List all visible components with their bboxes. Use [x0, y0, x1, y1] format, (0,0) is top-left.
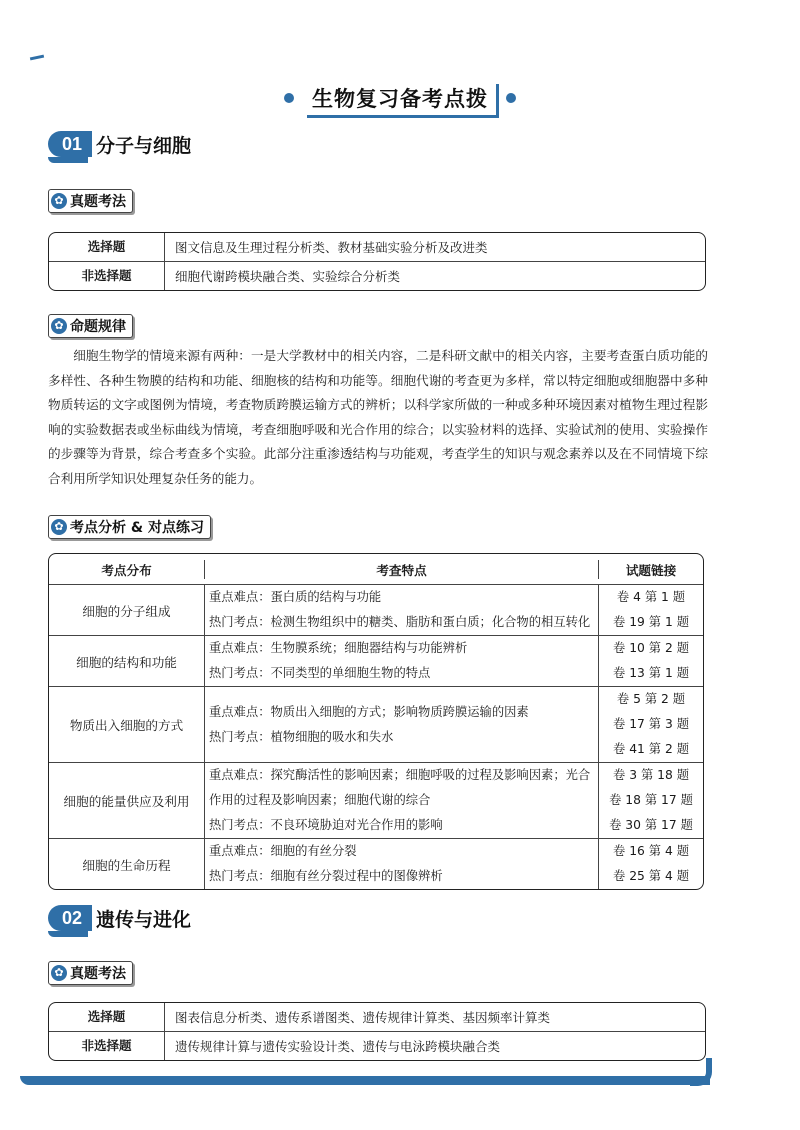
type-label: 选择题 — [49, 233, 165, 261]
question-link: 卷 19 第 1 题 — [613, 615, 689, 629]
feature-line: 重点难点：细胞的有丝分裂 — [209, 844, 357, 858]
question-type-table-02 — [48, 1002, 706, 1061]
feature-cell — [205, 585, 599, 635]
feature-line: 重点难点：生物膜系统；细胞器结构与功能辨析 — [209, 641, 468, 655]
table-header-row — [49, 554, 703, 584]
question-link: 卷 5 第 2 题 — [616, 692, 686, 706]
question-link: 卷 10 第 2 题 — [613, 641, 689, 655]
sub-header-label: 考点分析 & 对点练习 — [70, 520, 204, 536]
question-type-table-01 — [48, 232, 706, 291]
feature-line: 热门考点：植物细胞的吸水和失水 — [209, 729, 394, 744]
feature-line: 热门考点：检测生物组织中的糖类、脂肪和蛋白质；化合物的相互转化 — [209, 615, 591, 629]
section-header-02 — [48, 902, 191, 934]
feature-cell — [205, 763, 599, 838]
sub-header-mingti — [48, 314, 133, 338]
table-row — [49, 838, 703, 889]
link-cell — [599, 636, 703, 686]
table-row — [49, 635, 703, 686]
column-header: 试题链接 — [625, 562, 677, 578]
section-underline — [48, 931, 88, 937]
sub-header-zhenti — [48, 189, 133, 213]
question-link: 卷 13 第 1 题 — [613, 666, 689, 680]
type-value: 图文信息及生理过程分析类、教材基础实验分析及改进类 — [175, 240, 488, 255]
feature-line: 热门考点：不同类型的单细胞生物的特点 — [209, 666, 431, 680]
sub-header-analysis — [48, 515, 211, 539]
sub-header-label: 真题考法 — [70, 194, 126, 210]
analysis-table — [48, 553, 704, 890]
question-link: 卷 3 第 18 题 — [613, 768, 689, 782]
feature-cell — [205, 839, 599, 889]
section-number: 01 — [48, 131, 92, 157]
feature-line: 热门考点：细胞有丝分裂过程中的图像辨析 — [209, 869, 443, 883]
table-row — [49, 686, 703, 762]
bottom-decoration-bar — [20, 1076, 710, 1085]
section-number: 02 — [48, 905, 92, 931]
table-row — [49, 584, 703, 635]
type-value: 细胞代谢跨模块融合类、实验综合分析类 — [175, 269, 401, 284]
link-cell — [599, 839, 703, 889]
sub-header-label: 真题考法 — [70, 966, 126, 982]
column-header: 考点分布 — [49, 560, 205, 579]
title-dot-right — [506, 93, 516, 103]
topic-cell: 细胞的生命历程 — [49, 839, 205, 889]
page-title: 生物复习备考点拨 — [304, 81, 496, 115]
type-row — [49, 1003, 705, 1031]
sub-header-zhenti — [48, 961, 133, 985]
section-name: 分子与细胞 — [96, 134, 192, 157]
flower-icon: ✿ — [51, 193, 67, 209]
question-link: 卷 30 第 17 题 — [609, 818, 693, 832]
type-label: 非选择题 — [49, 1032, 165, 1060]
question-link: 卷 4 第 1 题 — [616, 590, 686, 604]
question-link: 卷 16 第 4 题 — [613, 844, 689, 858]
section-header-01 — [48, 128, 191, 160]
feature-cell — [205, 687, 599, 762]
feature-line: 重点难点：蛋白质的结构与功能 — [209, 590, 382, 604]
question-link: 卷 17 第 3 题 — [613, 717, 689, 731]
topic-cell: 细胞的结构和功能 — [49, 636, 205, 686]
column-header: 考查特点 — [205, 560, 599, 579]
section-underline — [48, 157, 88, 163]
feature-line: 重点难点：物质出入细胞的方式；影响物质跨膜运输的因素 — [209, 704, 529, 719]
table-row — [49, 762, 703, 838]
feature-line: 热门考点：不良环境胁迫对光合作用的影响 — [209, 818, 443, 832]
type-label: 非选择题 — [49, 262, 165, 290]
flower-icon: ✿ — [51, 519, 67, 535]
topic-cell: 细胞的能量供应及利用 — [49, 763, 205, 838]
topic-cell: 物质出入细胞的方式 — [49, 687, 205, 762]
flower-icon: ✿ — [51, 318, 67, 334]
flower-icon: ✿ — [51, 965, 67, 981]
type-row — [49, 261, 705, 290]
link-cell — [599, 585, 703, 635]
type-label: 选择题 — [49, 1003, 165, 1031]
section-name: 遗传与进化 — [96, 908, 192, 931]
type-row — [49, 233, 705, 261]
question-link: 卷 25 第 4 题 — [613, 869, 689, 883]
feature-cell — [205, 636, 599, 686]
title-dot-left — [284, 93, 294, 103]
corner-decoration — [30, 55, 44, 61]
sub-header-label: 命题规律 — [70, 319, 126, 335]
link-cell — [599, 763, 703, 838]
feature-line: 重点难点：探究酶活性的影响因素；细胞呼吸的过程及影响因素；光合作用的过程及影响因素；细胞代谢的综合 — [209, 768, 591, 807]
question-link: 卷 18 第 17 题 — [609, 793, 693, 807]
rule-paragraph: 细胞生物学的情境来源有两种：一是大学教材中的相关内容，二是科研文献中的相关内容，主要考查蛋白质功能的多样性、各种生物膜的结构和功能、细胞核的结构和功能等。细胞代谢的考查更为多样，常以特定细胞或细胞器中多种物质转运的文字或图例为情境，考查物质跨膜运输方式的辨析；以科学家所做的一种或多种环境因素对植物生理过程影响的实验数据表或坐标曲线为情境，考查细胞呼吸和光合作用的综合；以实验材料的选择、实验试剂的使用、实验操作的步骤等为背景，综合考查多个实验。此部分注重渗透结构与功能观，考查学生的知识与观念素养以及在不同情境下综合利用所学知识处理复杂任务的能力。 — [48, 348, 708, 486]
link-cell — [599, 687, 703, 762]
page-title-bar — [0, 80, 800, 116]
type-value: 遗传规律计算与遗传实验设计类、遗传与电泳跨模块融合类 — [175, 1039, 501, 1054]
topic-cell: 细胞的分子组成 — [49, 585, 205, 635]
type-value: 图表信息分析类、遗传系谱图类、遗传规律计算类、基因频率计算类 — [175, 1010, 551, 1025]
question-link: 卷 41 第 2 题 — [613, 742, 689, 756]
type-row — [49, 1031, 705, 1060]
